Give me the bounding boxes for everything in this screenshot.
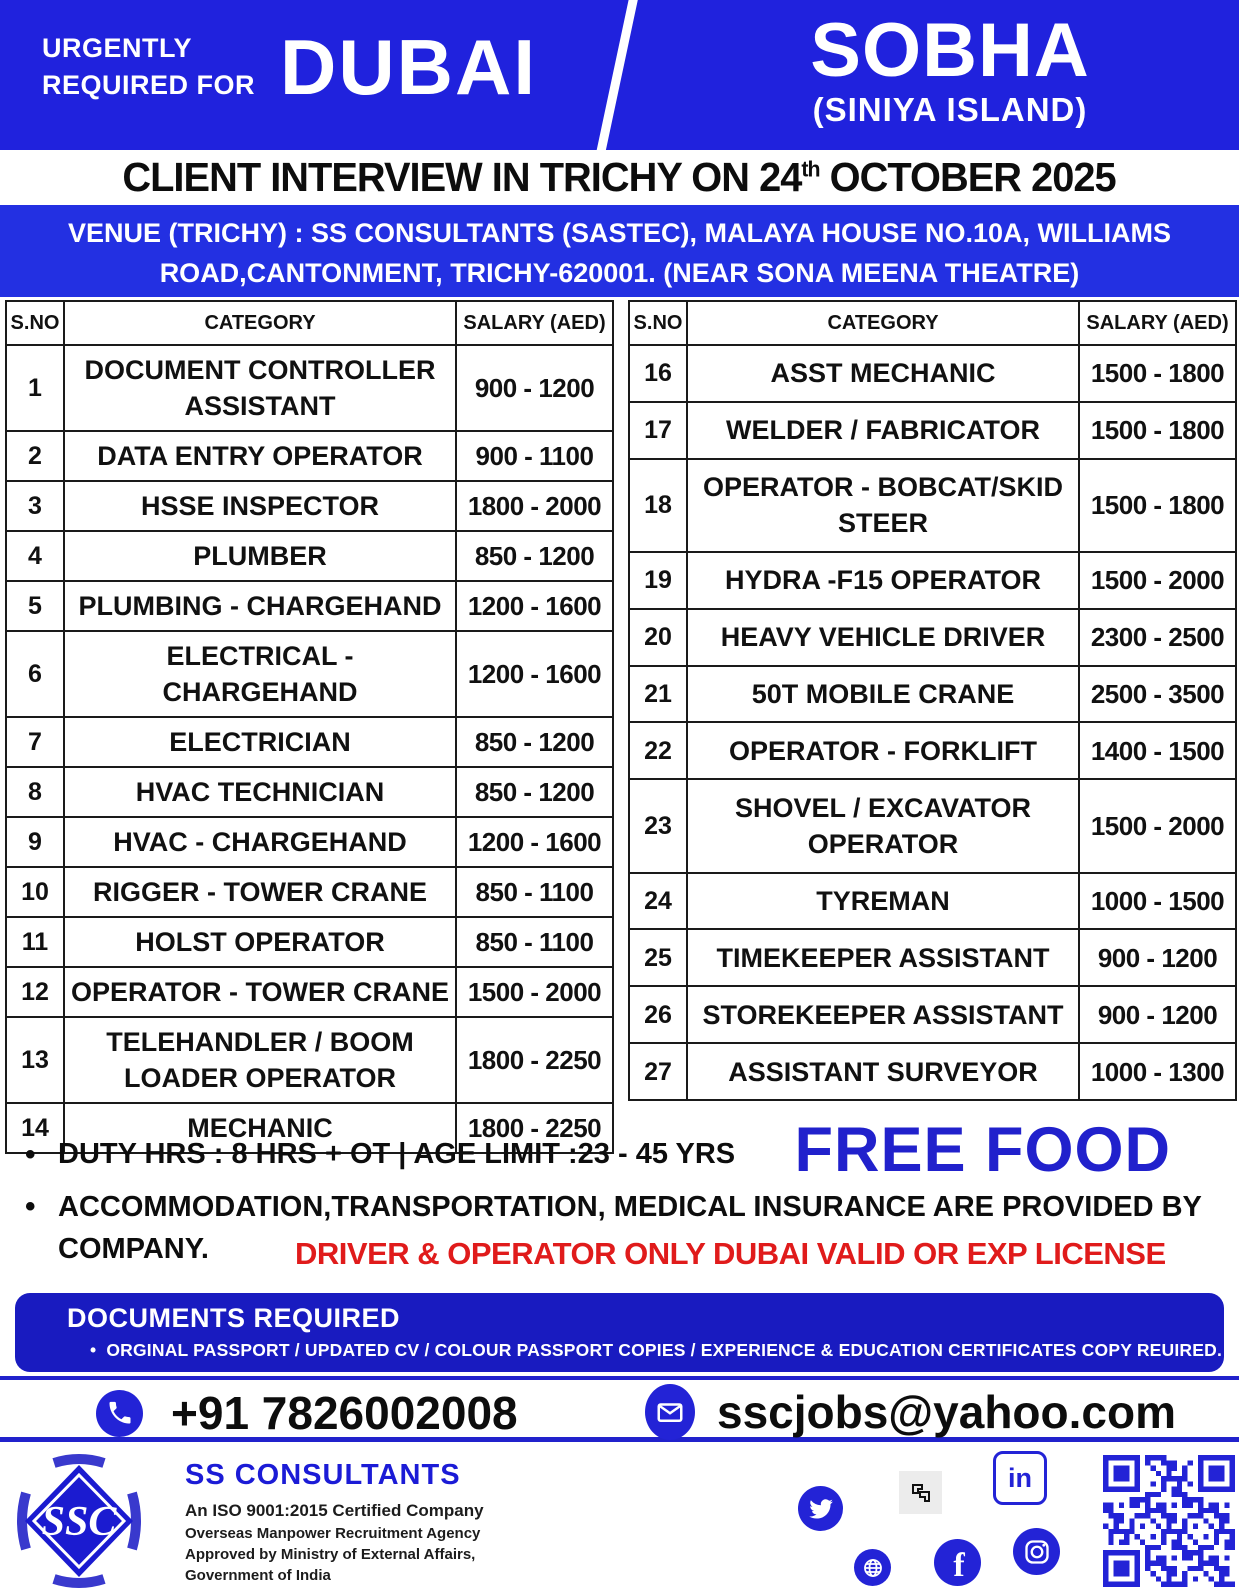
table-row [6,431,613,481]
salary-header: SALARY (AED) [456,301,613,345]
sno-cell: 5 [6,581,64,631]
sno-cell: 21 [629,666,687,723]
category-cell: OPERATOR - FORKLIFT [687,722,1079,779]
venue-line-2: ROAD,CANTONMENT, TRICHY-620001. (NEAR SONA MEENA THEATRE) [159,258,1080,288]
category-cell: STOREKEEPER ASSISTANT [687,986,1079,1043]
facebook-icon[interactable] [934,1539,981,1586]
category-cell: ELECTRICIAN [64,717,456,767]
documents-required-box [15,1293,1224,1372]
table-row [629,402,1236,459]
sno-cell: 23 [629,779,687,872]
salary-cell: 1200 - 1600 [456,817,613,867]
category-cell: ASST MECHANIC [687,345,1079,402]
interview-title-prefix: CLIENT INTERVIEW IN TRICHY ON 24 [122,154,802,200]
category-cell: TELEHANDLER / BOOM LOADER OPERATOR [64,1017,456,1103]
category-header: CATEGORY [687,301,1079,345]
table-row [6,867,613,917]
qr-code[interactable] [1103,1455,1235,1587]
required-for-line: REQUIRED FOR [42,70,256,100]
venue-line-1: VENUE (TRICHY) : SS CONSULTANTS (SASTEC), MALAYA HOUSE NO.10A, WILLIAMS [67,218,1172,248]
interview-title-ordinal: th [801,156,821,182]
company-tagline-1: An ISO 9001:2015 Certified Company [185,1501,484,1520]
sno-cell: 25 [629,929,687,986]
salary-cell: 1500 - 1800 [1079,345,1236,402]
salary-cell: 900 - 1100 [456,431,613,481]
svg-text:SSC: SSC [41,1499,117,1545]
client-block [680,10,1220,128]
salary-cell: 850 - 1200 [456,531,613,581]
urgently-line: URGENTLY [42,33,193,63]
table-row [629,666,1236,723]
salary-cell: 900 - 1200 [456,345,613,431]
table-row [629,345,1236,402]
category-cell: 50T MOBILE CRANE [687,666,1079,723]
category-cell: SHOVEL / EXCAVATOR OPERATOR [687,779,1079,872]
documents-required-title: DOCUMENTS REQUIRED [67,1303,401,1333]
category-header: CATEGORY [64,301,456,345]
job-tables [5,300,1234,1154]
facebook-label: f [953,1547,965,1584]
table-row [6,817,613,867]
category-cell: TIMEKEEPER ASSISTANT [687,929,1079,986]
category-cell: HYDRA -F15 OPERATOR [687,552,1079,609]
job-table-left [5,300,614,1154]
table-header-row [629,301,1236,345]
category-cell: DOCUMENT CONTROLLER ASSISTANT [64,345,456,431]
category-cell: RIGGER - TOWER CRANE [64,867,456,917]
salary-cell: 1200 - 1600 [456,631,613,717]
category-cell: DATA ENTRY OPERATOR [64,431,456,481]
globe-icon[interactable] [854,1549,891,1586]
phone-icon [96,1390,143,1437]
salary-cell: 1800 - 2000 [456,481,613,531]
table-row [6,481,613,531]
duty-hours-text: • DUTY HRS : 8 HRS + OT | AGE LIMIT :23 - 45 YRS [58,1138,736,1170]
sno-cell: 11 [6,917,64,967]
email-address[interactable]: sscjobs@yahoo.com [717,1386,1176,1438]
sno-cell: 17 [629,402,687,459]
table-row [6,717,613,767]
category-cell: ELECTRICAL - CHARGEHAND [64,631,456,717]
job-table-right [628,300,1237,1101]
salary-cell: 1500 - 1800 [1079,402,1236,459]
salary-cell: 1500 - 2000 [1079,779,1236,872]
table-header-row [6,301,613,345]
table-row [629,459,1236,552]
table-row [629,873,1236,930]
sno-cell: 20 [629,609,687,666]
client-location: (SINIYA ISLAND) [812,91,1088,128]
category-cell: PLUMBING - CHARGEHAND [64,581,456,631]
table-row [629,1043,1236,1100]
sno-cell: 22 [629,722,687,779]
free-food-banner: FREE FOOD [794,1115,1171,1185]
email-contact[interactable] [645,1384,1176,1440]
sno-cell: 16 [629,345,687,402]
table-row [629,552,1236,609]
salary-cell: 900 - 1200 [1079,929,1236,986]
sno-cell: 2 [6,431,64,481]
category-cell: HVAC TECHNICIAN [64,767,456,817]
company-tagline-2: Overseas Manpower Recruitment Agency [185,1525,481,1542]
salary-cell: 2500 - 3500 [1079,666,1236,723]
salary-cell: 850 - 1200 [456,717,613,767]
sno-cell: 4 [6,531,64,581]
salary-cell: 850 - 1100 [456,867,613,917]
salary-cell: 1500 - 2000 [1079,552,1236,609]
category-cell: HOLST OPERATOR [64,917,456,967]
linkedin-icon[interactable] [993,1451,1047,1505]
category-cell: ASSISTANT SURVEYOR [687,1043,1079,1100]
salary-cell: 1500 - 2000 [456,967,613,1017]
category-cell: OPERATOR - BOBCAT/SKID STEER [687,459,1079,552]
sno-cell: 19 [629,552,687,609]
instagram-icon[interactable] [1013,1528,1060,1575]
table-row [6,1017,613,1103]
sno-header: S.NO [629,301,687,345]
salary-cell: 1000 - 1500 [1079,873,1236,930]
company-tagline-3: Approved by Ministry of External Affairs, [185,1546,476,1563]
benefits-text: • ACCOMMODATION,TRANSPORTATION, MEDICAL INSURANCE ARE PROVIDED BY COMPANY. [58,1191,1202,1265]
salary-cell: 1500 - 1800 [1079,459,1236,552]
salary-cell: 850 - 1200 [456,767,613,817]
table-row [6,531,613,581]
table-row [629,722,1236,779]
header-banner [0,0,1239,150]
table-row [629,609,1236,666]
company-tagline-4: Government of India [185,1567,331,1584]
category-cell: WELDER / FABRICATOR [687,402,1079,459]
category-cell: HSSE INSPECTOR [64,481,456,531]
company-name: SS CONSULTANTS [185,1459,461,1491]
salary-cell: 850 - 1100 [456,917,613,967]
sno-cell: 3 [6,481,64,531]
sno-cell: 8 [6,767,64,817]
company-block [185,1459,484,1584]
salary-cell: 1800 - 2250 [456,1017,613,1103]
category-cell: TYREMAN [687,873,1079,930]
table-row [6,917,613,967]
table-row [629,986,1236,1043]
sno-cell: 18 [629,459,687,552]
license-note: DRIVER & OPERATOR ONLY DUBAI VALID OR EXP LICENSE [295,1236,1166,1271]
venue-band [0,205,1239,297]
table-row [629,929,1236,986]
interview-title [123,154,1116,201]
sno-cell: 1 [6,345,64,431]
table-row [6,631,613,717]
footer [0,1445,1239,1595]
sno-cell: 24 [629,873,687,930]
phone-number[interactable]: +91 7826002008 [171,1387,518,1439]
twitter-icon[interactable] [798,1486,843,1531]
phone-contact[interactable] [96,1386,518,1440]
sno-cell: 26 [629,986,687,1043]
city-title: DUBAI [280,23,537,111]
category-cell: OPERATOR - TOWER CRANE [64,967,456,1017]
table-row [6,967,613,1017]
salary-cell: 900 - 1200 [1079,986,1236,1043]
broken-image-icon [899,1471,942,1514]
client-name: SOBHA [810,8,1090,93]
category-cell: HVAC - CHARGEHAND [64,817,456,867]
category-cell: HEAVY VEHICLE DRIVER [687,609,1079,666]
ssc-logo [16,1451,142,1591]
urgently-required-label [42,30,255,104]
sno-cell: 13 [6,1017,64,1103]
highlights-section [0,1110,1239,1293]
diagonal-divider [593,0,640,170]
sno-cell: 14 [6,1103,64,1153]
interview-title-band [0,150,1239,205]
sno-cell: 12 [6,967,64,1017]
salary-header: SALARY (AED) [1079,301,1236,345]
salary-cell: 1800 - 2250 [456,1103,613,1153]
salary-cell: 1200 - 1600 [456,581,613,631]
table-row [629,779,1236,872]
email-icon [645,1384,695,1440]
interview-title-suffix: OCTOBER 2025 [820,154,1117,200]
sno-cell: 9 [6,817,64,867]
contact-bar [0,1376,1239,1442]
sno-cell: 27 [629,1043,687,1100]
table-row [6,581,613,631]
documents-required-item: • ORGINAL PASSPORT / UPDATED CV / COLOUR PASSPORT COPIES / EXPERIENCE & EDUCATION CERTIFICATES COPY REUIRED. [90,1340,1222,1361]
duty-hours-bullet [25,1138,735,1171]
salary-cell: 1000 - 1300 [1079,1043,1236,1100]
sno-cell: 7 [6,717,64,767]
salary-cell: 2300 - 2500 [1079,609,1236,666]
category-cell: PLUMBER [64,531,456,581]
sno-cell: 10 [6,867,64,917]
sno-header: S.NO [6,301,64,345]
category-cell: MECHANIC [64,1103,456,1153]
table-row [6,767,613,817]
linkedin-label: in [1008,1462,1032,1493]
salary-cell: 1400 - 1500 [1079,722,1236,779]
sno-cell: 6 [6,631,64,717]
table-row [6,345,613,431]
